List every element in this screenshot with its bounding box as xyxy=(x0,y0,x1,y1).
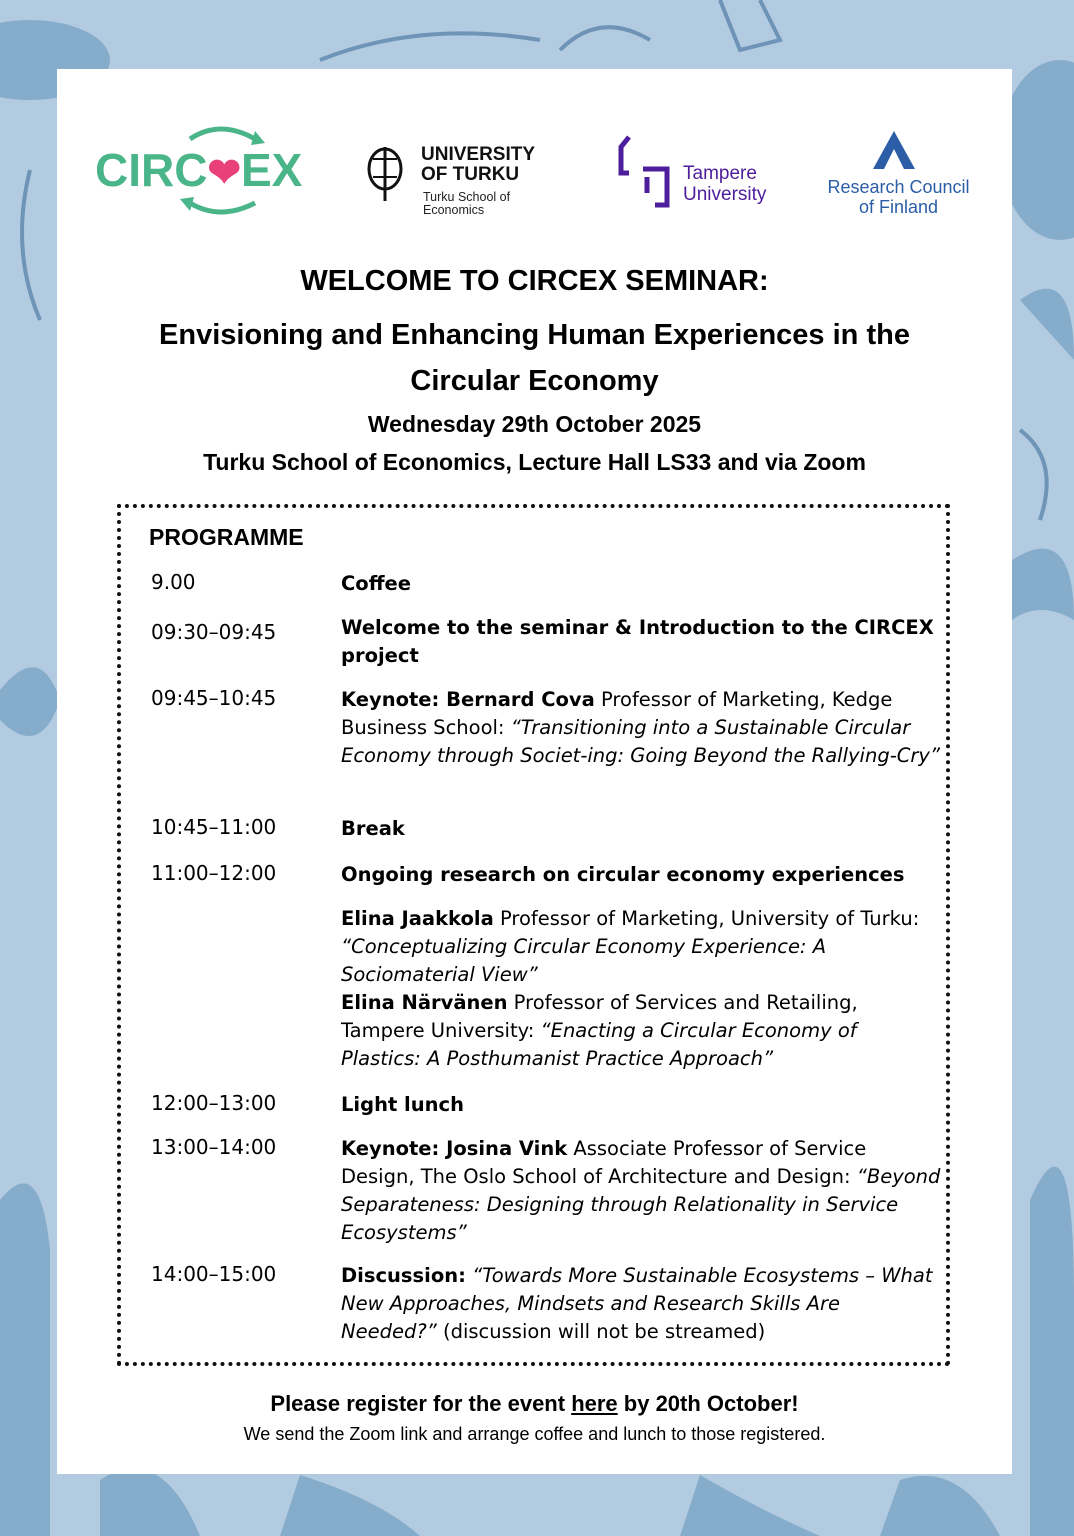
turku-name-line2: OF TURKU xyxy=(421,164,520,185)
programme-time: 10:45–11:00 xyxy=(151,815,277,839)
turku-name-line1: UNIVERSITY xyxy=(421,144,536,165)
speaker-affiliation: Associate Professor of Service Design, The Oslo School of Architecture and Design: xyxy=(341,1137,867,1188)
programme-time: 9.00 xyxy=(151,570,196,594)
turku-emblem-icon xyxy=(365,141,415,211)
register-pre: Please register for the event xyxy=(270,1391,572,1416)
circex-logo-left: CIRC xyxy=(95,144,208,196)
programme-description xyxy=(341,1262,941,1346)
tampere-university-logo xyxy=(617,133,797,213)
programme-time: 13:00–14:00 xyxy=(151,1135,277,1159)
logo-bar xyxy=(57,69,1012,239)
research-council-of-finland-logo xyxy=(821,127,981,217)
programme-title: Ongoing research on circular economy experiences xyxy=(341,863,905,886)
seminar-flyer xyxy=(57,69,1012,1474)
circex-logo-right: EX xyxy=(240,144,303,196)
rcf-line2: of Finland xyxy=(858,197,939,217)
speaker-entry xyxy=(341,989,941,1073)
speaker-name: Elina Närvänen xyxy=(341,991,508,1014)
register-post: by 20th October! xyxy=(617,1391,799,1416)
programme-description xyxy=(341,861,941,1073)
programme-description xyxy=(341,686,941,770)
programme-title: Welcome to the seminar & Introduction to the CIRCEX project xyxy=(341,616,934,667)
programme-box xyxy=(117,504,950,1366)
programme-description xyxy=(341,1135,941,1247)
university-of-turku-logo xyxy=(365,141,565,221)
programme-title: Coffee xyxy=(341,572,411,595)
programme-heading: PROGRAMME xyxy=(149,524,304,550)
triangle-icon xyxy=(821,127,981,177)
seminar-subtitle: Envisioning and Enhancing Human Experiences in the Circular Economy xyxy=(159,319,910,397)
programme-time: 09:30–09:45 xyxy=(151,620,277,644)
speaker-name: Elina Jaakkola xyxy=(341,907,494,930)
speaker-affiliation: Professor of Marketing, University of Turku: xyxy=(493,907,920,930)
tampere-line2: University xyxy=(683,184,767,205)
turku-sub-line1: Turku School of xyxy=(423,190,511,204)
programme-title: Break xyxy=(341,817,405,840)
turku-sub-line2: Economics xyxy=(423,203,485,217)
register-callout xyxy=(57,1391,1012,1417)
speaker-affiliation: Professor of Marketing, Kedge Business School: xyxy=(341,688,893,739)
keynote-speaker: Keynote: Bernard Cova xyxy=(341,688,595,711)
discussion-label: Discussion: xyxy=(341,1264,466,1287)
heart-icon: ❤ xyxy=(207,151,241,195)
register-link[interactable]: here xyxy=(571,1391,618,1416)
tampere-line1: Tampere xyxy=(683,163,757,184)
programme-time: 12:00–13:00 xyxy=(151,1091,277,1115)
speaker-affiliation: Professor of Services and Retailing, Tampere University: xyxy=(341,991,858,1042)
discussion-title: “Towards More Sustainable Ecosystems – What New Approaches, Mindsets and Research Skills Are Needed?” xyxy=(341,1264,933,1343)
programme-time: 14:00–15:00 xyxy=(151,1262,277,1286)
discussion-note: (discussion will not be streamed) xyxy=(436,1320,766,1343)
keynote-speaker: Keynote: Josina Vink xyxy=(341,1137,568,1160)
register-note: We send the Zoom link and arrange coffee and lunch to those registered. xyxy=(243,1424,826,1444)
talk-title: “Conceptualizing Circular Economy Experience: A Sociomaterial View” xyxy=(341,935,827,986)
programme-time: 11:00–12:00 xyxy=(151,861,277,885)
programme-title: Light lunch xyxy=(341,1093,464,1116)
seminar-date: Wednesday 29th October 2025 xyxy=(367,411,702,437)
seminar-venue: Turku School of Economics, Lecture Hall LS33 and via Zoom xyxy=(203,449,866,475)
talk-title: “Enacting a Circular Economy of Plastics: A Posthumanist Practice Approach” xyxy=(341,1019,857,1070)
tampere-bracket-icon xyxy=(617,133,677,213)
speaker-entry xyxy=(341,905,941,989)
circex-logo xyxy=(95,121,315,221)
rcf-line1: Research Council xyxy=(827,177,970,197)
talk-title: “Transitioning into a Sustainable Circular Economy through Societ-ing: Going Beyond the Rallying-Cry” xyxy=(341,716,941,767)
talk-title: “Beyond Separateness: Designing through Relationality in Service Ecosystems” xyxy=(341,1165,941,1244)
seminar-title: WELCOME TO CIRCEX SEMINAR: xyxy=(300,265,769,297)
programme-time: 09:45–10:45 xyxy=(151,686,277,710)
